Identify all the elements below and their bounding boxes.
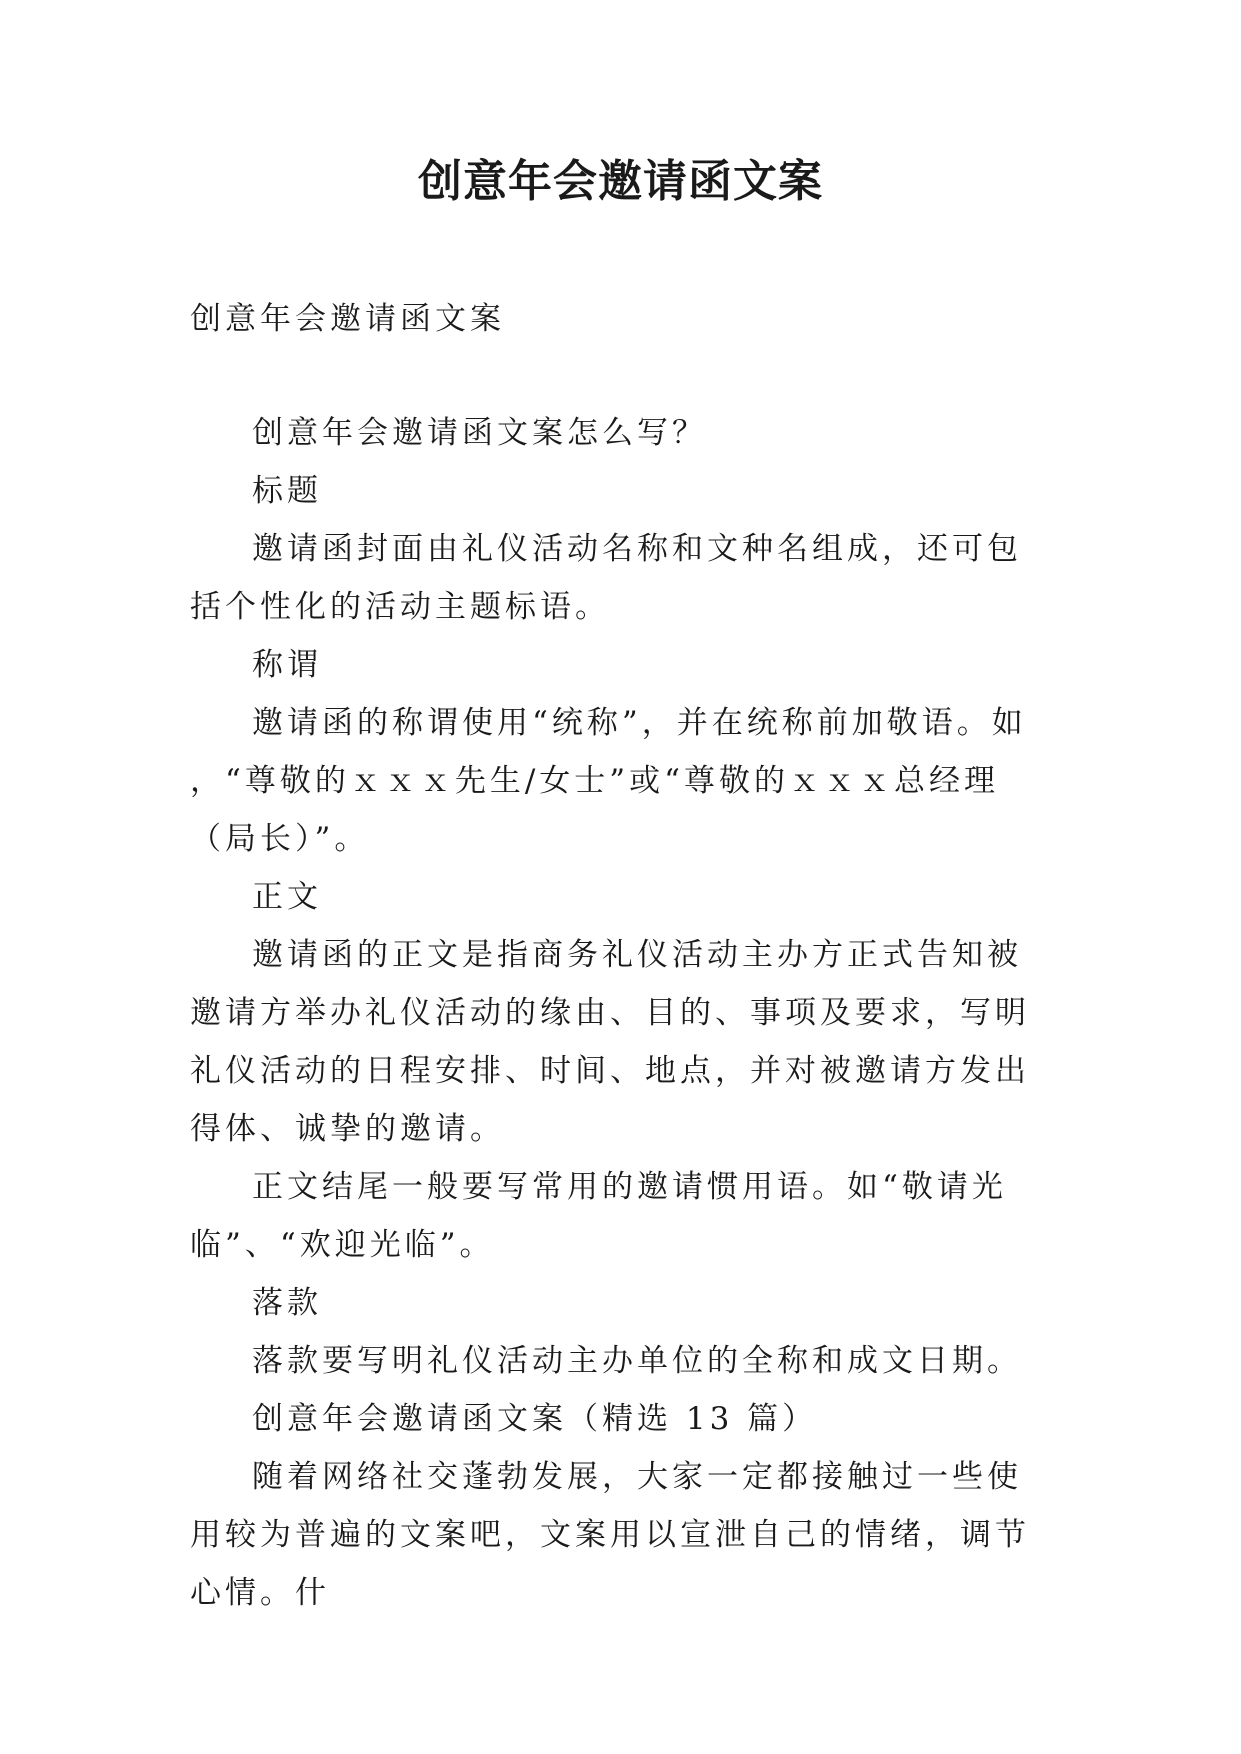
heading-salutation-section: 称谓	[252, 647, 322, 683]
paragraph-body-desc: 邀请函的正文是指商务礼仪活动主办方正式告知被邀请方举办礼仪活动的缘由、目的、事项及要求，写明礼仪活动的日程安排、时间、地点，并对被邀请方发出得体、诚挚的邀请。	[190, 937, 1030, 1147]
heading-body-section: 正文	[252, 879, 322, 915]
document-body	[190, 290, 1050, 1622]
paragraph-salutation-desc: 邀请函的称谓使用“统称”，并在统称前加敬语。如 ，“尊敬的ｘｘｘ先生/女士”或“尊敬的ｘｘｘ总经理（局长）”。	[190, 705, 1027, 857]
paragraph-question: 创意年会邀请函文案怎么写？	[252, 415, 707, 451]
paragraph-intro: 随着网络社交蓬勃发展，大家一定都接触过一些使用较为普遍的文案吧，文案用以宣泄自己的情绪，调节心情。什	[190, 1459, 1030, 1611]
paragraph-closing-desc: 正文结尾一般要写常用的邀请惯用语。如“敬请光临”、“欢迎光临”。	[190, 1169, 1007, 1263]
paragraph-signature-desc: 落款要写明礼仪活动主办单位的全称和成文日期。	[252, 1343, 1022, 1379]
paragraph-selection-heading: 创意年会邀请函文案（精选 13 篇）	[252, 1401, 818, 1437]
document-subtitle: 创意年会邀请函文案	[190, 301, 505, 337]
heading-title-section: 标题	[252, 473, 322, 509]
heading-signature-section: 落款	[252, 1285, 322, 1321]
document-title: 创意年会邀请函文案	[418, 156, 823, 207]
paragraph-title-desc: 邀请函封面由礼仪活动名称和文种名组成，还可包括个性化的活动主题标语。	[190, 531, 1022, 625]
